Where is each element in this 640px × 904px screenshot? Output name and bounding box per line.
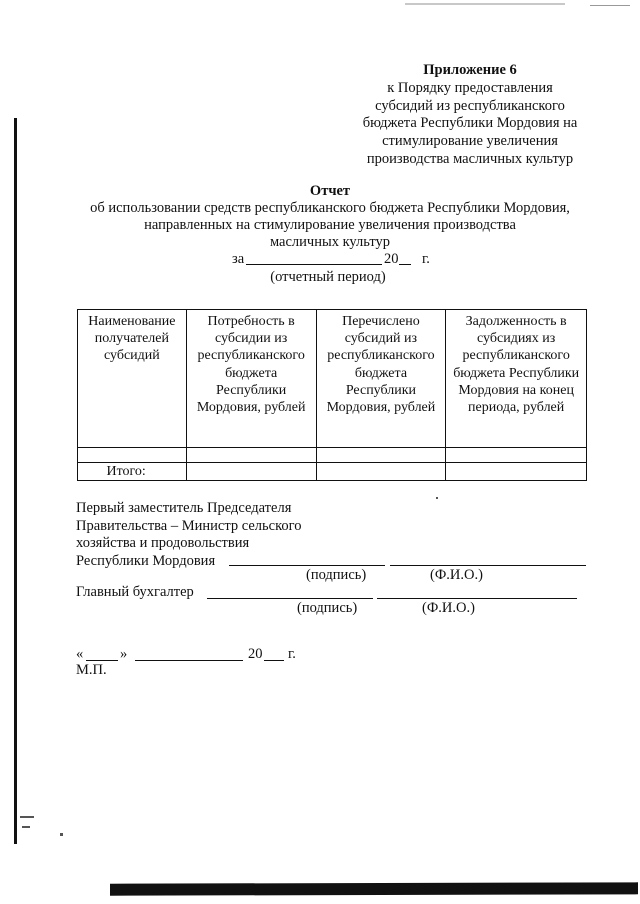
deputy-signature-caption: (подпись) [306, 567, 367, 583]
report-subtitle-line: масличных культур [269, 234, 390, 250]
first-deputy-line: хозяйства и продовольствия [76, 535, 250, 551]
deputy-name-caption: (Ф.И.О.) [430, 567, 483, 583]
date-close-quote: » [120, 646, 128, 662]
period-year-blank[interactable] [399, 264, 411, 265]
table-cell[interactable] [316, 463, 446, 481]
accountant-signature-blank[interactable] [207, 598, 373, 599]
date-suffix: г. [288, 646, 296, 662]
scan-artifact [405, 3, 565, 5]
deputy-name-blank[interactable] [390, 565, 586, 566]
accountant-name-blank[interactable] [377, 598, 577, 599]
header-recipients: Наименование получателей субсидий [78, 310, 187, 448]
appendix-block [350, 62, 590, 169]
date-open-quote: « [76, 646, 84, 662]
deputy-signature-blank[interactable] [229, 565, 385, 566]
report-subtitle-line: направленных на стимулирование увеличения производства [144, 217, 516, 233]
appendix-heading: Приложение 6 [423, 62, 517, 78]
table-row [78, 448, 587, 463]
table-cell[interactable] [186, 463, 316, 481]
appendix-line: к Порядку предоставления [387, 79, 553, 96]
report-title-block [60, 183, 600, 251]
scan-speck [20, 816, 34, 818]
period-blank[interactable] [246, 264, 382, 265]
scan-edge-bottom [110, 882, 638, 895]
accountant-name-caption: (Ф.И.О.) [422, 600, 475, 616]
scan-speck [436, 497, 438, 499]
total-label: Итого: [78, 463, 187, 481]
scan-speck [60, 833, 63, 836]
scan-edge-left [14, 118, 17, 844]
appendix-line: стимулирование увеличения [382, 133, 558, 150]
date-month-blank[interactable] [135, 660, 243, 661]
table-header-row [78, 310, 587, 448]
table-cell[interactable] [316, 448, 446, 463]
first-deputy-block [76, 500, 301, 570]
first-deputy-line: Первый заместитель Председателя [76, 500, 292, 516]
date-year: 20 [248, 646, 263, 662]
scan-artifact [590, 5, 630, 6]
table-cell[interactable] [446, 448, 587, 463]
report-title: Отчет [309, 183, 351, 199]
table-cell[interactable] [78, 448, 187, 463]
table-total-row [78, 463, 587, 481]
period-suffix: г. [422, 251, 430, 267]
first-deputy-line: Правительства – Министр сельского [76, 517, 302, 534]
header-debt: Задолженность в субсидиях из республиканского бюджета Республики Мордовия на конец периода, рублей [446, 310, 587, 448]
header-need: Потребность в субсидии из республиканского бюджета Республики Мордовия, рублей [186, 310, 316, 448]
period-note: (отчетный период) [270, 269, 386, 285]
first-deputy-line: Республики Мордовия [76, 552, 216, 569]
table-cell[interactable] [186, 448, 316, 463]
period-year: 20 [384, 251, 399, 267]
stamp-place: М.П. [76, 662, 107, 678]
report-subtitle-line: об использовании средств республиканского бюджета Республики Мордовия, [90, 200, 570, 216]
appendix-line: субсидий из республиканского [375, 97, 565, 114]
header-transferred: Перечислено субсидий из республиканского бюджета Республики Мордовия, рублей [316, 310, 446, 448]
date-year-blank[interactable] [264, 660, 284, 661]
date-day-blank[interactable] [86, 660, 118, 661]
accountant-signature-caption: (подпись) [297, 600, 358, 616]
scan-speck [22, 826, 30, 828]
table-cell[interactable] [446, 463, 587, 481]
chief-accountant-label: Главный бухгалтер [76, 584, 194, 600]
appendix-line: бюджета Республики Мордовия на [362, 115, 578, 132]
period-prefix: за [232, 251, 245, 267]
report-table [77, 309, 587, 481]
appendix-line: производства масличных культур [366, 150, 574, 167]
